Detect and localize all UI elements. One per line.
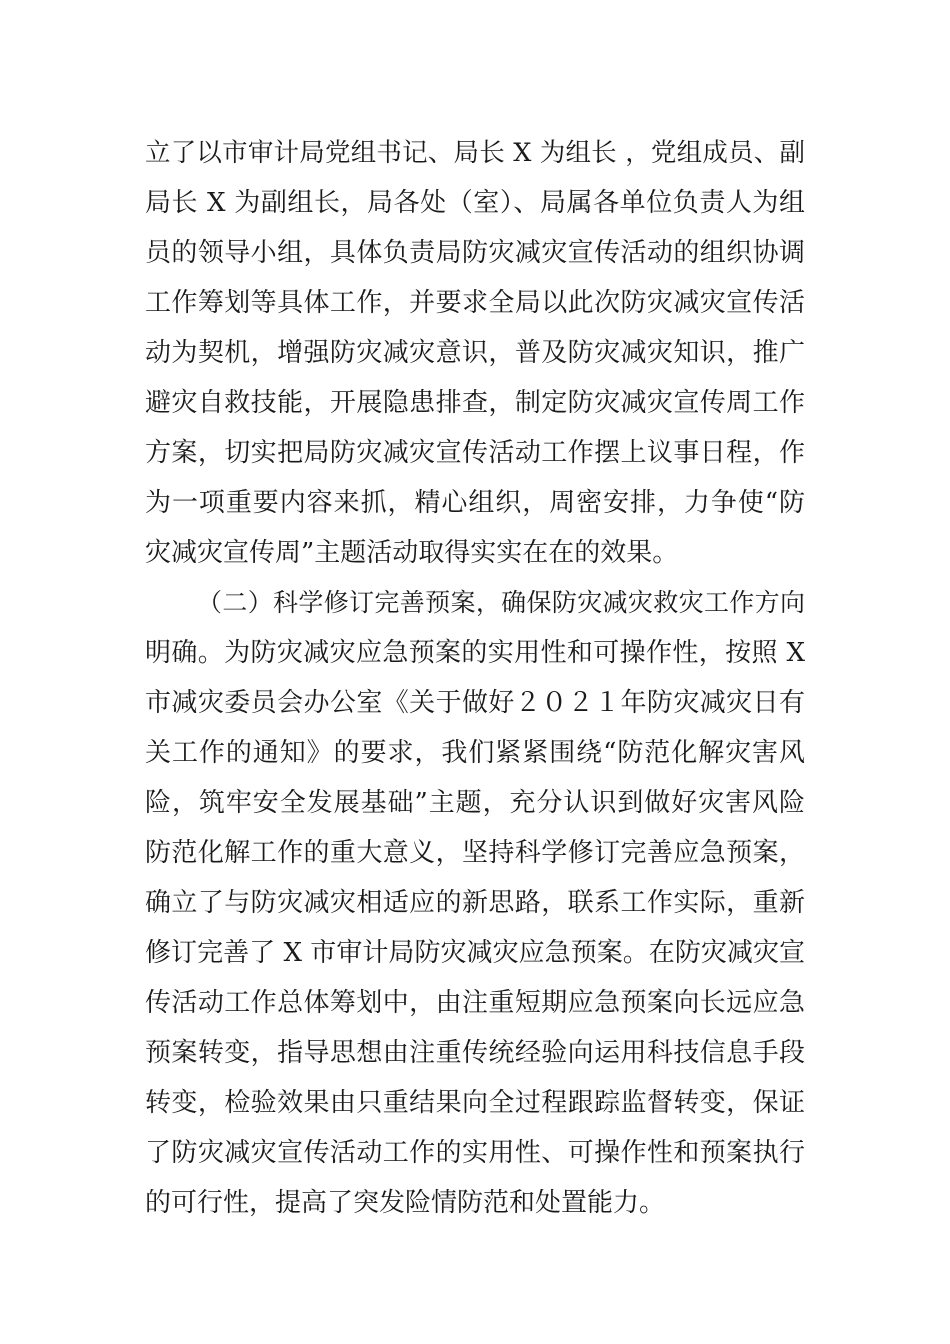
text-line: 的可行性，提高了突发险情防范和处置能力。 [145, 1188, 666, 1218]
paragraph-leadership-group [145, 128, 805, 578]
text-line: 工作筹划等具体工作，并要求全局以此次防灾减灾宣传活 [145, 288, 805, 318]
text-line: 了防灾减灾宣传活动工作的实用性、可操作性和预案执行 [145, 1138, 805, 1168]
text-line: 传活动工作总体筹划中，由注重短期应急预案向长远应急 [145, 988, 805, 1018]
paragraph-emergency-plan [145, 578, 805, 1228]
text-line: 关工作的通知》的要求，我们紧紧围绕“防范化解灾害风 [145, 738, 805, 768]
text-line: 确立了与防灾减灾相适应的新思路，联系工作实际，重新 [145, 888, 805, 918]
section-heading-line: （二）科学修订完善预案，确保防灾减灾救灾工作方向 [197, 588, 805, 617]
text-line: 避灾自救技能，开展隐患排查，制定防灾减灾宣传周工作 [145, 388, 805, 418]
text-line: 明确。为防灾减灾应急预案的实用性和可操作性，按照 X [145, 638, 805, 668]
text-line: 预案转变，指导思想由注重传统经验向运用科技信息手段 [145, 1038, 805, 1068]
document-body [145, 128, 805, 1228]
text-line: 防范化解工作的重大意义，坚持科学修订完善应急预案， [145, 838, 805, 868]
text-line: 灾减灾宣传周”主题活动取得实实在在的效果。 [145, 538, 679, 568]
text-line: 局长 X 为副组长，局各处（室）、局属各单位负责人为组 [145, 188, 805, 218]
text-line: 员的领导小组，具体负责局防灾减灾宣传活动的组织协调 [145, 238, 805, 268]
text-line: 险，筑牢安全发展基础”主题，充分认识到做好灾害风险 [145, 788, 805, 818]
text-line: 方案，切实把局防灾减灾宣传活动工作摆上议事日程，作 [145, 438, 805, 468]
text-line: 为一项重要内容来抓，精心组织，周密安排，力争使“防 [145, 488, 805, 518]
text-line: 转变，检验效果由只重结果向全过程跟踪监督转变，保证 [145, 1088, 805, 1118]
text-line: 修订完善了 X 市审计局防灾减灾应急预案。在防灾减灾宣 [145, 938, 805, 968]
text-line: 市减灾委员会办公室《关于做好２０２１年防灾减灾日有 [145, 688, 805, 718]
text-line: 动为契机，增强防灾减灾意识，普及防灾减灾知识，推广 [145, 338, 805, 368]
text-line: 立了以市审计局党组书记、局长 X 为组长 ，党组成员、副 [145, 138, 805, 168]
